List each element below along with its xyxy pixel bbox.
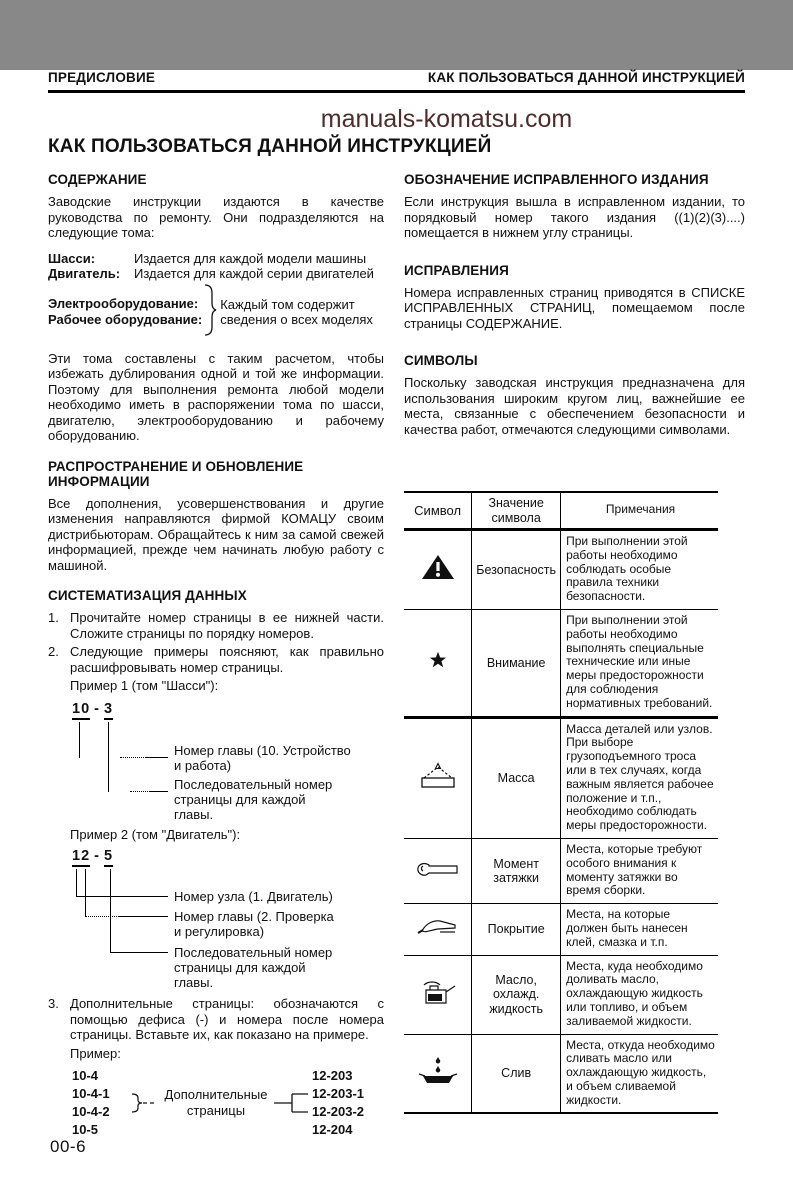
callout-line: [110, 869, 111, 952]
running-header-left: ПРЕДИСЛОВИЕ: [48, 70, 156, 85]
page-title: КАК ПОЛЬЗОВАТЬСЯ ДАННОЙ ИНСТРУКЦИЕЙ: [48, 136, 492, 157]
contents-outro-paragraph: Эти тома составлены с таким расчетом, чтобы избежать дублирования одной и той же информации. Поэтому для выполнения ремонта любой модели необходимо иметь в распоряжении тома по шасси, двигателю, электрооборудованию и рабочему оборудованию.: [48, 350, 384, 443]
revised-edition-paragraph: Если инструкция вышла в исправленном издании, то порядковый номер такого издания ((1)(2)(3)....) помещается в нижнем углу страницы.: [404, 194, 745, 240]
left-column: [48, 168, 384, 1139]
symbol-meaning: Внимание: [472, 609, 561, 717]
running-header-right: КАК ПОЛЬЗОВАТЬСЯ ДАННОЙ ИНСТРУКЦИЕЙ: [427, 70, 745, 85]
dash: -: [94, 848, 100, 864]
page-number: 12-203: [312, 1067, 353, 1083]
grouped-volume-desc: Каждый том содержит сведения о всех моделях: [220, 297, 373, 327]
callout-line: [85, 869, 86, 916]
table-row-coating: [404, 904, 718, 955]
list-text: Дополнительные страницы: обозначаются с помощью дефиса (-) и номера после номера страницы. Вставьте их, как показано на примере.: [70, 996, 384, 1042]
callout-line: [119, 916, 168, 917]
distribution-paragraph: Все дополнения, усовершенствования и другие изменения направляются фирмой КОМАЦУ своим дистрибьюторам. Обращайтесь к ним за самой свежей информацией, прежде чем начинать любую работу с машиной.: [48, 495, 384, 573]
symbol-note: При выполнении этой работы необходимо соблюдать особые правила техники безопасности.: [561, 530, 718, 610]
two-column-body: [48, 168, 745, 1139]
manual-page: [0, 70, 793, 1193]
drain-pan-icon: [416, 1055, 460, 1092]
list-number: 1.: [48, 610, 59, 625]
bracket-connector-icon: [272, 1067, 312, 1139]
callout-line: [146, 757, 168, 758]
list-item-3: [48, 996, 384, 1043]
page-number: 12-203-1: [312, 1085, 365, 1101]
sling-mass-icon: [416, 761, 460, 796]
page-number: 10-4-1: [72, 1085, 110, 1101]
column-header-notes: Примечания: [561, 492, 718, 530]
running-header: [48, 70, 745, 93]
sequence-number: 3: [104, 701, 113, 720]
section-heading-distribution: РАСПРОСТРАНЕНИЕ И ОБНОВЛЕНИЕ ИНФОРМАЦИИ: [48, 458, 304, 489]
symbol-meaning: Масса: [472, 717, 561, 838]
page-number: 12-204: [312, 1121, 353, 1137]
revisions-paragraph: Номера исправленных страниц приводятся в СПИСКЕ ИСПРАВЛЕННЫХ СТРАНИЦ, помещаемом после страницы СОДЕРЖАНИЕ.: [404, 284, 745, 331]
volume-term: Двигатель:: [48, 266, 121, 281]
table-row-oil: [404, 955, 718, 1034]
torque-wrench-icon: [416, 856, 460, 887]
safety-triangle-icon: [420, 553, 456, 586]
coating-icon: [416, 915, 460, 944]
grouped-volumes-row: [48, 284, 384, 341]
callout-label: Номер узла (1. Двигатель): [174, 889, 333, 904]
list-text: Прочитайте номер страницы в ее нижней части. Сложите страницы по порядку номеров.: [70, 610, 384, 641]
callout-label: Номер главы (10. Устройство и работа): [174, 743, 351, 773]
symbol-meaning: Момент затяжки: [472, 838, 561, 903]
symbol-meaning: Покрытие: [472, 904, 561, 955]
example1-caption: Пример 1 (том "Шасси"):: [70, 678, 219, 693]
symbol-note: Места, которые требуют особого внимания к моменту затяжки во время сборки.: [561, 838, 718, 903]
list-item-2: [48, 644, 384, 675]
supplementary-pages-label: Дополнительные страницы: [164, 1086, 268, 1118]
symbols-paragraph: Поскольку заводская инструкция предназначена для использования широким кругом лиц, важнейшие ее места, связанные с обеспечением безопасности и качества работ, отмечаются следующими символами.: [404, 375, 745, 437]
column-header-meaning: Значение символа: [472, 492, 561, 530]
symbol-note: Масса деталей или узлов. При выборе грузоподъемного троса или в тех случаях, когда важным является рабочее положение и т.п., необходимо соблюдать меры предосторожности.: [561, 717, 718, 838]
left-page-list: [72, 1067, 130, 1139]
chapter-number: 10: [72, 701, 90, 720]
right-page-list: [312, 1067, 382, 1139]
list-text: Следующие примеры поясняют, как правильно расшифровывать номер страницы.: [70, 644, 384, 675]
volume-term: Электрооборудование:: [48, 296, 199, 311]
grouped-volume-terms: [48, 296, 202, 328]
list-number: 2.: [48, 644, 59, 659]
section-heading-contents: СОДЕРЖАНИЕ: [48, 172, 147, 187]
callout-line: [120, 757, 146, 758]
table-row-attention: [404, 609, 718, 717]
unit-chapter-number: 12: [72, 848, 90, 867]
symbol-meaning: Масло, охлажд. жидкость: [472, 955, 561, 1034]
volume-row-engine: [48, 266, 384, 282]
symbol-note: Места, откуда необходимо сливать масло или охлаждающую жидкость, и объем сливаемой жидкости.: [561, 1034, 718, 1113]
callout-line: [85, 916, 119, 917]
page-number: 10-5: [72, 1121, 99, 1137]
example2-diagram: [72, 848, 384, 990]
callout-label: Номер главы (2. Проверка и регулировка): [174, 909, 334, 939]
symbol-note: Места, куда необходимо доливать масло, охлаждающую жидкость или топливо, и объем заливаемой жидкости.: [561, 955, 718, 1034]
example3-diagram: [72, 1067, 384, 1139]
oil-can-icon: [418, 977, 458, 1012]
example1-diagram: [72, 701, 384, 822]
volume-desc: Издается для каждой серии двигателей: [134, 266, 374, 281]
watermark-text: manuals-komatsu.com: [320, 105, 573, 133]
curly-brace-icon: [204, 284, 218, 341]
brace-connector-icon: [130, 1067, 160, 1139]
sequence-number: 5: [104, 848, 113, 867]
symbol-note: Места, на которые должен быть нанесен клей, смазка и т.п.: [561, 904, 718, 955]
callout-line: [130, 791, 150, 792]
callout-label: Последовательный номер страницы для каждой главы.: [174, 945, 333, 990]
example1-page-number: [72, 701, 384, 717]
column-header-symbol: Символ: [404, 492, 472, 530]
list-number: 3.: [48, 996, 59, 1011]
symbol-meaning: Слив: [472, 1034, 561, 1113]
dash: -: [94, 701, 100, 717]
page-number-footer: 00-6: [50, 1137, 87, 1156]
table-row-mass: [404, 717, 718, 838]
contents-intro-paragraph: Заводские инструкции издаются в качестве руководства по ремонту. Они подразделяются на следующие тома:: [48, 194, 384, 240]
example2-caption: Пример 2 (том "Двигатель"):: [70, 827, 241, 842]
page-number: 12-203-2: [312, 1103, 365, 1119]
symbols-table: [404, 491, 718, 1114]
table-row-drain: [404, 1034, 718, 1113]
example2-page-number: [72, 848, 384, 864]
volume-desc: Издается для каждой модели машины: [134, 250, 367, 266]
volume-term: Рабочее оборудование:: [48, 312, 203, 327]
symbol-meaning: Безопасность: [472, 530, 561, 610]
callout-line: [76, 869, 77, 896]
section-heading-revisions: ИСПРАВЛЕНИЯ: [404, 262, 509, 278]
volume-row-chassis: [48, 251, 384, 267]
page-number: 10-4: [72, 1067, 99, 1083]
table-row-safety: [404, 530, 718, 610]
attention-star-icon: [429, 651, 447, 674]
page-number: 10-4-2: [72, 1103, 110, 1119]
symbol-note: При выполнении этой работы необходимо выполнять специальные технические или иные меры предосторожности для соблюдения нормативных требований.: [561, 609, 718, 717]
callout-label: Последовательный номер страницы для каждой главы.: [174, 777, 333, 822]
example3-caption: Пример:: [70, 1045, 121, 1061]
section-heading-systematization: СИСТЕМАТИЗАЦИЯ ДАННЫХ: [48, 588, 247, 603]
callout-line: [108, 722, 109, 792]
volume-term: Шасси:: [48, 250, 96, 266]
callout-line: [79, 722, 80, 758]
callout-line: [110, 952, 168, 953]
callout-line: [150, 791, 168, 792]
section-heading-symbols: СИМВОЛЫ: [404, 353, 478, 368]
right-column: [404, 168, 745, 1139]
callout-line: [76, 896, 168, 897]
table-row-torque: [404, 838, 718, 903]
table-header-row: [404, 492, 718, 530]
list-item-1: [48, 610, 384, 641]
section-heading-revised-edition: ОБОЗНАЧЕНИЕ ИСПРАВЛЕННОГО ИЗДАНИЯ: [404, 172, 709, 187]
